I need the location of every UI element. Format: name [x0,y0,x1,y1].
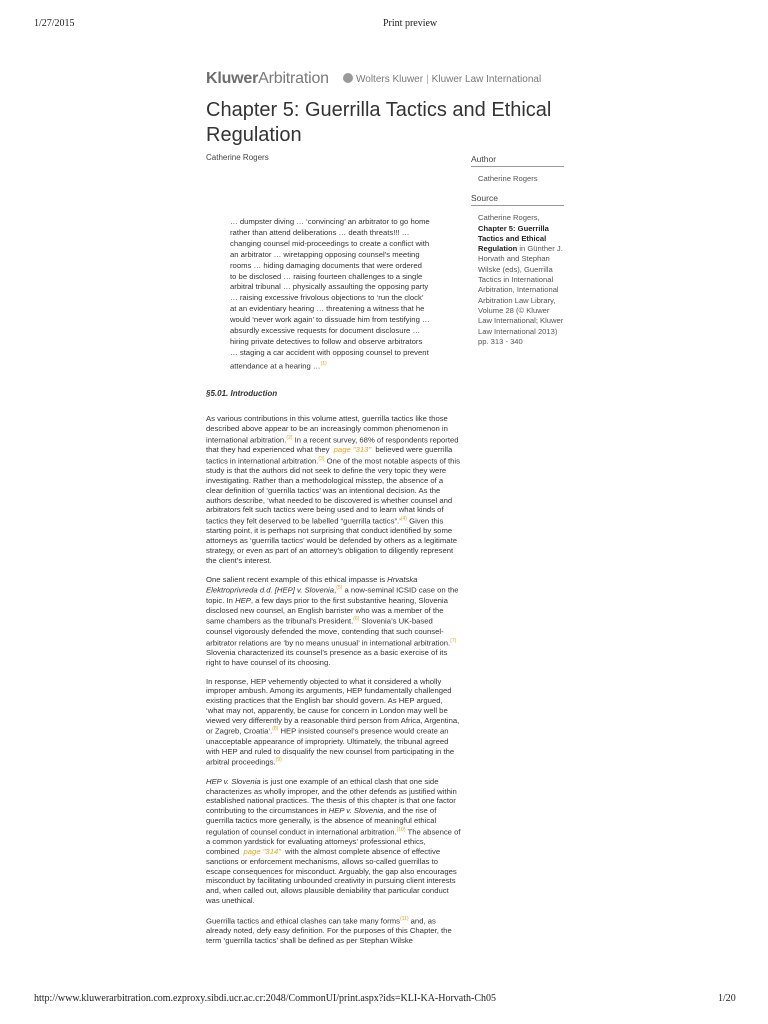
paragraph-2: One salient recent example of this ethical impasse is Hrvatska Elektroprivreda d.d. [HEP] v. Slovenia,$^{(5)}$ a now-seminal ICSID case on the topic. In HEP, a few days prior to the first substantive hearing, Slovenia disclosed new counsel, an English barrister who was a member of the same chambers as the tribunal’s President.$^{(6)}$ Slovenia’s UK-based counsel vigorously defended the move, contending that such counsel-arbitrator relations are ‘by no means unusual’ in international arbitration.$^{(7)}$ Slovenia characterized its counsel’s presence as a basic exercise of its right to have counsel of its choosing. [206,574,459,667]
source-label: Source [471,193,564,206]
p2-text: Slovenia’s UK-based counsel vigorously defended the move, contending that such counsel-arbitrator relations are ‘by no means unusual’ in international arbitration. [206,616,451,648]
p5-text: Guerrilla tactics and ethical clashes can take many forms [206,916,400,926]
p4-text: with the almost complete absence of effective sanctions or enforcement mechanisms, allows so-called guerrillas to escape consequences for misconduct. Arguably, the gap also encourages misconduct by facilitating unbounded creativity in pursuing client interests and, when called out, allows plausible deniability that particular conduct was unethical. [206,846,457,905]
kluwer-arbitration-logo [206,70,329,88]
p4-text: The absence of a common yardstick for evaluating attorneys’ professional ethics, combined [206,827,461,856]
p1-text: In a recent survey, 68% of respondents reported that they had experienced what they [206,435,459,454]
case-name: Hrvatska Elektroprivreda d.d. [HEP] v. Slovenia [206,574,418,595]
publisher-line [343,73,541,85]
publisher-b: Kluwer Law International [431,74,542,85]
source-name: Catherine Rogers, [478,213,540,223]
footnote-link[interactable]: (2) [286,434,293,441]
sidebar-author [471,154,564,185]
p1-text: One of the most notable aspects of this study is that the authors did not seek to define the very topic they were investigating. Rather than a methodological misstep, the absence of a clear definition of ‘guerrilla tactics’ was an intentional decision. As the authors describe, ‘what needed to be discovered is whether counsel and arbitrators felt such tactics were being used and to learn what kinds of tactics they felt deserved to be labelled “guerrilla tactics”.’ [206,456,460,526]
wolters-kluwer-icon [343,73,353,83]
case-name: HEP v. Slovenia [328,806,384,816]
footnote-link[interactable]: (1) [320,360,327,367]
paragraph-4 [206,777,461,906]
sidebar-source [471,193,564,347]
footnote-link[interactable]: (9) [275,757,282,764]
footnote-link[interactable]: (4) [400,516,407,523]
author-value: Catherine Rogers [478,174,538,184]
source-value [471,213,564,347]
p5-text: and, as already noted, defy easy definition. For the purposes of this Chapter, the term ‘guerrilla tactics’ shall be defined as per Stephan Wilske [206,916,452,945]
p1-text: Given this starting point, it is perhaps not surprising that conduct identified by some attorneys as ‘guerrilla tactics’ would be defended by others as a legitimate strategy, or even as part of an attorney’s obligation to diligently represent the client’s interest. [206,516,457,565]
case-name: HEP v. Slovenia [206,776,261,786]
section-title: §5.01. Introduction [206,389,278,398]
print-page-count: 1/20 [718,993,736,1004]
print-url: http://www.kluwerarbitration.com.ezproxy.sibdi.ucr.ac.cr:2048/CommonUI/print.aspx?ids=KLI-KA-Horvath-Ch05 [34,993,497,1004]
footnote-link[interactable]: (3) [318,455,325,462]
publisher-separator: | [426,74,429,85]
p1-text: believed were guerrilla tactics in international arbitration. [206,444,453,466]
footnote-link[interactable]: (6) [353,616,360,623]
print-title: Print preview [383,18,438,29]
source-rest: in Günther J. Horvath and Stephan Wilske (eds), Guerrilla Tactics in International Arbitration, International Arbitration Law Library, Volume 28 (© Kluwer Law International; Kluwer Law International 2013) pp. 313 - 340 [478,244,564,346]
author-label: Author [471,154,564,167]
p2-text: a now-seminal ICSID case on the topic. In [206,586,459,605]
footnote-link[interactable]: (8) [272,726,279,733]
p3-text: In response, HEP vehemently objected to what it considered a wholly improper ambush. Among its arguments, HEP fundamentally challenged existing practices that the English bar should govern. As HEP argued, ‘what may not, apparently, be cause for concern in London may well be viewed very differently by a reasonable third person from Africa, Argentina, or Zagreb, Croatia’. [206,676,460,737]
footnote-link[interactable]: (7) [450,637,457,644]
publisher-a: Wolters Kluwer [356,74,424,85]
p2-text: One salient recent example of this ethical impasse is [206,574,388,584]
quote-text: … dumpster diving … ‘convincing’ an arbitrator to go home rather than attend deliberations … death threats!!! … changing counsel mid-proceedings to create a conflict with an arbitrator … wiretapping opposing counsel’s meeting rooms … hiding damaging documents that were ordered to be disclosed … raising fourteen challenges to a single arbitral tribunal … physically assaulting the opposing party … raising excessive frivolous objections to ‘run the clock’ at an evidentiary hearing … threatening a witness that he would ‘never work again’ to dissuade him from testifying … absurdly excessive requests for document disclosure … hiring private detectives to follow and observe arbitrators … staging a car accident with opposing counsel to prevent attendance at a hearing … [230,217,430,371]
p4-text: , and the rise of guerrilla tactics more generally, is the absence of meaningful ethical regulation of counsel conduct in international arbitration. [206,806,437,837]
paragraph-5 [206,915,461,946]
footnote-link[interactable]: (5) [336,585,343,592]
footnote-link[interactable]: (11) [399,915,409,922]
body-text [206,414,461,955]
p2-text: , a few days prior to the first substantive hearing, Slovenia disclosed new counsel, an English barrister who was a member of the same chambers as the tribunal’s President. [206,595,448,626]
chapter-author: Catherine Rogers [206,153,269,162]
page-marker-link[interactable]: page "314" [243,846,281,856]
source-chapter: Chapter 5: Guerrilla Tactics and Ethical Regulation [478,223,549,254]
p4-text: is just one example of an ethical clash that one side characterizes as wholly improper, and the other defends as justified within established national practices. The thesis of this chapter is that one factor contributing to the circumstances in [206,776,457,816]
chapter-title: Chapter 5: Guerrilla Tactics and Ethical Regulation [206,99,552,146]
p2-text: Slovenia characterized its counsel’s presence as a basic exercise of its right to have counsel of its choosing. [206,647,448,667]
print-date: 1/27/2015 [34,18,75,29]
footnote-link[interactable]: (10) [396,826,406,833]
paragraph-3 [206,677,461,768]
p3-text: HEP insisted counsel’s presence would create an unacceptable appearance of impropriety. Ultimately, the tribunal agreed with HEP and ruled to disqualify the new counsel from participating in the arbitral proceedings. [206,727,455,767]
p1-text: As various contributions in this volume attest, guerrilla tactics like those described above appear to be an increasingly common phenomenon in international arbitration. [206,414,448,445]
logo-part2: Arbitration [258,70,329,87]
page-marker-link[interactable]: page "313" [333,444,372,454]
epigraph-quote [230,217,430,372]
logo-part1: Kluwer [206,70,259,87]
case-name: HEP [235,595,251,605]
paragraph-1 [206,414,461,566]
